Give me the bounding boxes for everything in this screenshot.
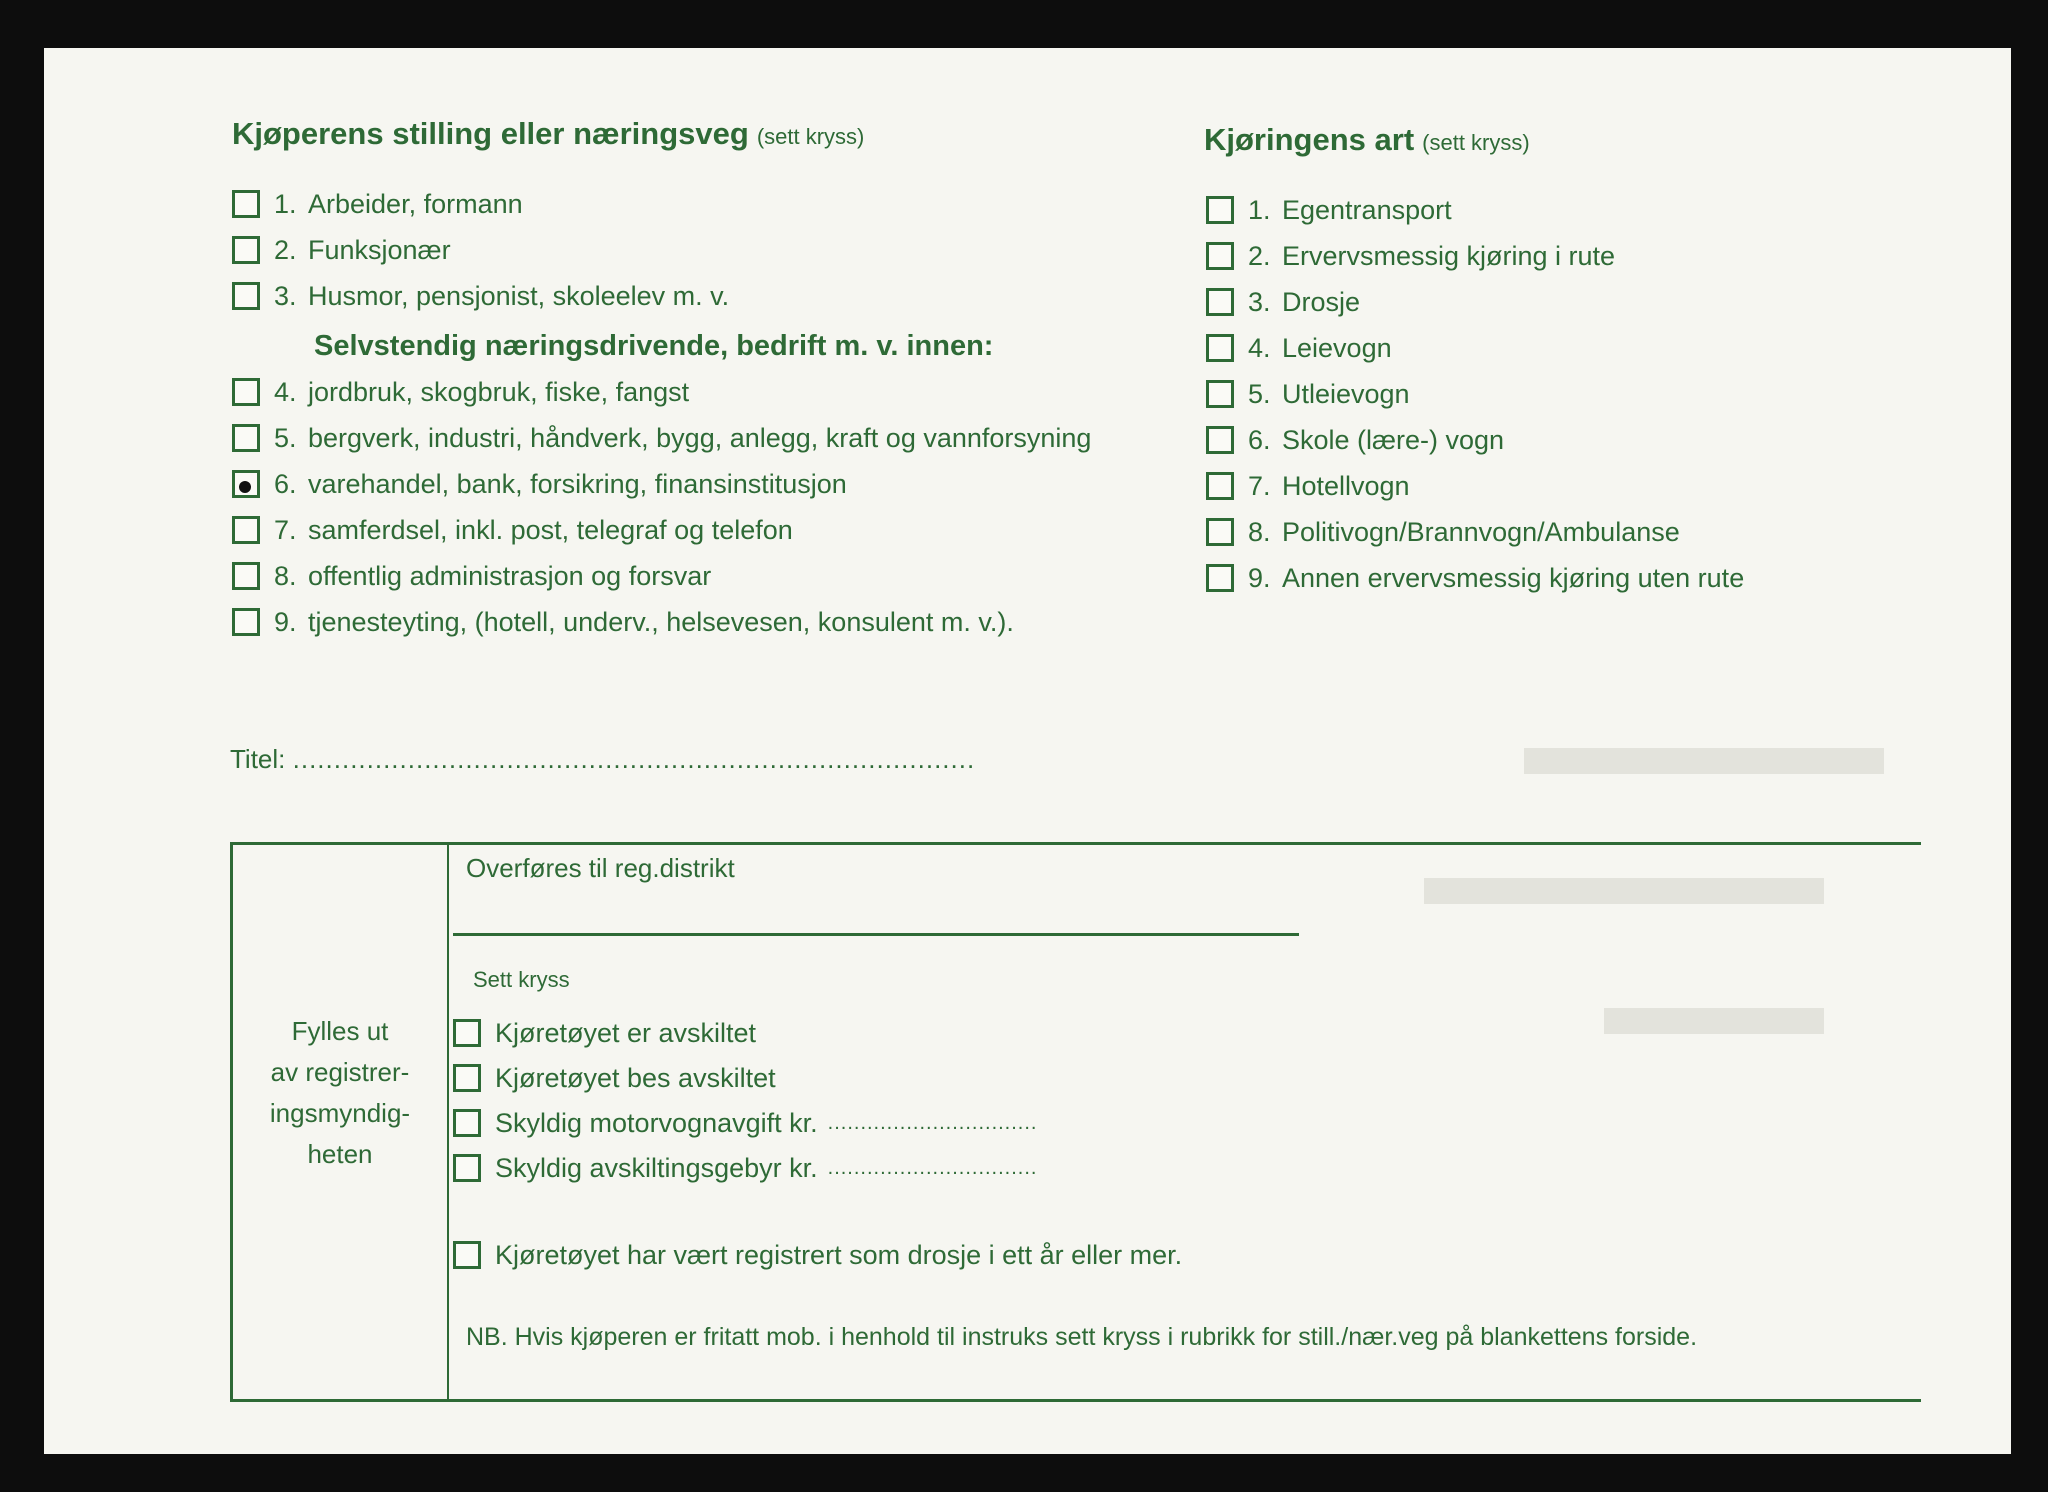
title-dotted-line: ...................................................................................	[292, 744, 976, 774]
checkbox[interactable]	[232, 516, 260, 544]
checkbox[interactable]	[1206, 288, 1234, 316]
sector-option-9[interactable]	[232, 604, 1014, 640]
checkbox[interactable]	[453, 1241, 481, 1269]
side-label-line: ingsmyndig-	[269, 1098, 411, 1128]
side-label-line: Fylles ut	[291, 1016, 389, 1046]
checkbox[interactable]	[453, 1109, 481, 1137]
option-label: Husmor, pensjonist, skoleelev m. v.	[308, 280, 730, 311]
checkbox[interactable]	[1206, 380, 1234, 408]
amount-dotted-line[interactable]: ................................	[827, 1156, 1038, 1179]
registry-side-label	[233, 1011, 447, 1175]
option-number: 9.	[274, 606, 297, 637]
check-deregister-fee-owed[interactable]	[453, 1150, 1037, 1186]
form-sheet	[44, 48, 2011, 1454]
buyer-occupation-title-text: Kjøperens stilling eller næringsveg	[232, 116, 749, 151]
option-label: varehandel, bank, forsikring, finansinstitusjon	[308, 468, 847, 499]
driving-option-4[interactable]	[1206, 330, 1392, 366]
option-number: 3.	[274, 280, 297, 311]
occupation-option-1[interactable]	[232, 186, 523, 222]
checkbox[interactable]	[1206, 426, 1234, 454]
option-label: Skole (lære-) vogn	[1282, 424, 1505, 455]
option-number: 1.	[1248, 194, 1271, 225]
box-divider	[447, 845, 449, 1402]
option-label: Politivogn/Brannvogn/Ambulanse	[1282, 516, 1680, 547]
checkbox[interactable]	[1206, 518, 1234, 546]
sector-option-4[interactable]	[232, 374, 689, 410]
occupation-option-3[interactable]	[232, 278, 729, 314]
sector-option-8[interactable]	[232, 558, 711, 594]
option-number: 9.	[1248, 562, 1271, 593]
option-number: 7.	[1248, 470, 1271, 501]
check-request-deregister[interactable]	[453, 1060, 776, 1096]
driving-option-8[interactable]	[1206, 514, 1680, 550]
occupation-option-2[interactable]	[232, 232, 451, 268]
check-label: Skyldig motorvognavgift kr.	[495, 1107, 818, 1138]
buyer-occupation-title	[232, 116, 864, 152]
bleed-through-mark	[1524, 748, 1884, 774]
option-number: 8.	[274, 560, 297, 591]
check-label: Kjøretøyet har vært registrert som drosje i ett år eller mer.	[495, 1239, 1183, 1270]
option-label: jordbruk, skogbruk, fiske, fangst	[308, 376, 690, 407]
driving-option-6[interactable]	[1206, 422, 1504, 458]
option-label: Drosje	[1282, 286, 1361, 317]
checkbox[interactable]	[453, 1154, 481, 1182]
checkbox[interactable]	[1206, 242, 1234, 270]
option-label: offentlig administrasjon og forsvar	[308, 560, 712, 591]
driving-option-9[interactable]	[1206, 560, 1744, 596]
sett-kryss-label: Sett kryss	[473, 967, 570, 992]
driving-type-title-text: Kjøringens art	[1204, 122, 1415, 157]
side-label-line: av registrer-	[270, 1057, 410, 1087]
checkbox[interactable]	[232, 424, 260, 452]
check-label: Skyldig avskiltingsgebyr kr.	[495, 1152, 818, 1183]
driving-type-hint: (sett kryss)	[1422, 130, 1530, 155]
driving-option-2[interactable]	[1206, 238, 1615, 274]
option-label: Arbeider, formann	[308, 188, 523, 219]
sector-option-5[interactable]	[232, 420, 1091, 456]
option-label: Funksjonær	[308, 234, 451, 265]
transfer-district-line[interactable]	[453, 933, 1299, 936]
option-label: Utleievogn	[1282, 378, 1410, 409]
checkbox[interactable]	[232, 562, 260, 590]
option-label: bergverk, industri, håndverk, bygg, anlegg, kraft og vannforsyning	[308, 422, 1092, 453]
registry-box	[230, 842, 1921, 1402]
sector-option-7[interactable]	[232, 512, 793, 548]
check-label: Kjøretøyet er avskiltet	[495, 1017, 757, 1048]
option-label: Annen ervervsmessig kjøring uten rute	[1282, 562, 1745, 593]
title-field[interactable]	[230, 744, 975, 775]
checkbox[interactable]	[453, 1064, 481, 1092]
option-number: 4.	[1248, 332, 1271, 363]
title-label: Titel:	[230, 744, 286, 774]
option-label: Leievogn	[1282, 332, 1392, 363]
option-number: 8.	[1248, 516, 1271, 547]
checkbox[interactable]	[232, 190, 260, 218]
option-label: Egentransport	[1282, 194, 1452, 225]
checkbox[interactable]	[1206, 564, 1234, 592]
driving-option-5[interactable]	[1206, 376, 1410, 412]
checkbox[interactable]	[232, 236, 260, 264]
checkbox[interactable]	[232, 608, 260, 636]
driving-type-title	[1204, 122, 1530, 158]
option-number: 6.	[1248, 424, 1271, 455]
exemption-note: NB. Hvis kjøperen er fritatt mob. i henhold til instruks sett kryss i rubrikk for still./nær.veg på blankettens forside.	[466, 1323, 1698, 1351]
amount-dotted-line[interactable]: ................................	[827, 1111, 1038, 1134]
option-number: 6.	[274, 468, 297, 499]
self-employed-subheading: Selvstendig næringsdrivende, bedrift m. v. innen:	[314, 330, 994, 362]
option-label: Hotellvogn	[1282, 470, 1410, 501]
checkbox[interactable]	[232, 378, 260, 406]
check-vehicle-tax-owed[interactable]	[453, 1105, 1037, 1141]
driving-option-7[interactable]	[1206, 468, 1410, 504]
buyer-occupation-hint: (sett kryss)	[756, 124, 865, 149]
option-label: tjenesteyting, (hotell, underv., helsevesen, konsulent m. v.).	[308, 606, 1014, 637]
checkbox[interactable]	[232, 282, 260, 310]
checkbox[interactable]	[1206, 334, 1234, 362]
checkbox[interactable]	[1206, 196, 1234, 224]
option-number: 5.	[1248, 378, 1271, 409]
sector-option-6[interactable]	[232, 466, 847, 502]
checkbox-checked[interactable]	[232, 470, 260, 498]
option-number: 1.	[274, 188, 297, 219]
checkbox[interactable]	[1206, 472, 1234, 500]
transfer-district-label: Overføres til reg.distrikt	[466, 853, 735, 883]
option-number: 3.	[1248, 286, 1271, 317]
option-number: 4.	[274, 376, 297, 407]
option-label: samferdsel, inkl. post, telegraf og telefon	[308, 514, 793, 545]
checkbox[interactable]	[453, 1019, 481, 1047]
driving-option-1[interactable]	[1206, 192, 1452, 228]
option-label: Ervervsmessig kjøring i rute	[1282, 240, 1616, 271]
option-number: 5.	[274, 422, 297, 453]
option-number: 2.	[274, 234, 297, 265]
option-number: 7.	[274, 514, 297, 545]
check-deregistered[interactable]	[453, 1015, 756, 1051]
check-taxi-registered[interactable]	[453, 1237, 1182, 1273]
check-label: Kjøretøyet bes avskiltet	[495, 1062, 776, 1093]
option-number: 2.	[1248, 240, 1271, 271]
side-label-line: heten	[307, 1139, 373, 1169]
driving-option-3[interactable]	[1206, 284, 1360, 320]
